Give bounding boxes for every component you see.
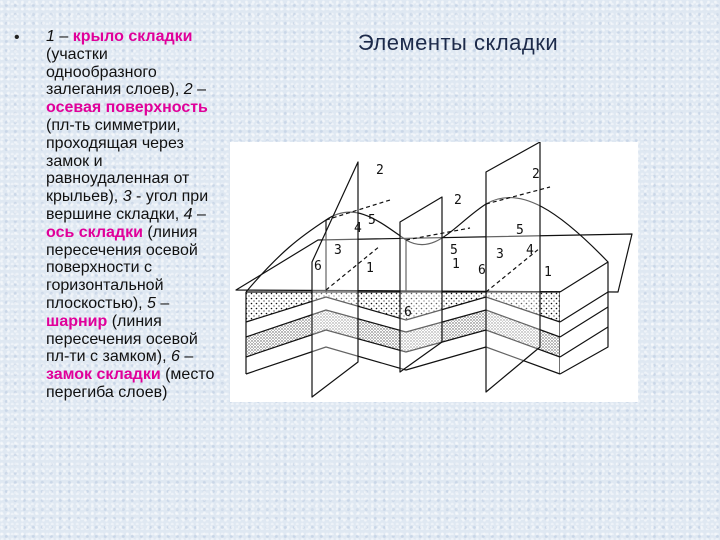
axial-plane-middle	[400, 197, 442, 372]
label-6-front: 6	[404, 305, 412, 320]
term-number-3: 3	[122, 188, 132, 206]
term-number-5: 5	[147, 294, 156, 312]
term-number-1: 1	[46, 28, 55, 45]
label-5-right: 5	[516, 223, 524, 238]
slide-title: Элементы складки	[357, 30, 559, 55]
term-number-2: 2	[183, 81, 193, 99]
label-2-left: 2	[376, 163, 384, 178]
dash-1: –	[54, 28, 73, 45]
desc-fold-limb: (участки однообразного залегания слоев),	[46, 45, 184, 99]
label-1-middle: 1	[452, 257, 460, 272]
label-1-right: 1	[544, 265, 552, 280]
term-axial-surface: осевая поверхность	[46, 99, 208, 117]
label-1-left: 1	[366, 261, 374, 276]
term-number-4: 4	[183, 205, 193, 223]
term-fold-limb: крыло складки	[72, 28, 193, 45]
desc-fold-hinge-zone: (место перегиба слоев)	[46, 366, 215, 401]
fold-diagram-svg	[230, 142, 638, 402]
term-number-6: 6	[171, 348, 180, 366]
term-hinge-line: шарнир	[46, 312, 108, 330]
dash-5: –	[155, 294, 170, 312]
fold-diagram	[230, 142, 638, 402]
bullet-marker: •	[14, 29, 20, 46]
term-fold-axis: ось складки	[46, 223, 143, 241]
desc-fold-axis: (линия пересечения осевой поверхности с горизонтальной плоскостью),	[46, 223, 198, 312]
label-3-left: 3	[334, 243, 342, 258]
label-5-middle: 5	[450, 243, 458, 258]
desc-axial-surface: (пл-ть симметрии, проходящая через замок и равноудаленная от крыльев),	[46, 116, 190, 206]
axial-plane-left	[312, 162, 358, 397]
label-6-left: 6	[314, 259, 322, 274]
label-5-left: 5	[368, 213, 376, 228]
dash-4: –	[192, 205, 206, 223]
dash-6: –	[179, 348, 194, 366]
dash-2: –	[192, 81, 207, 99]
desc-hinge-line: (линия пересечения осевой пл-ти с замком),	[46, 312, 198, 366]
label-4-right: 4	[526, 243, 534, 258]
label-4-left: 4	[354, 221, 362, 236]
label-2-middle: 2	[454, 193, 462, 208]
label-3-right: 3	[496, 247, 504, 262]
term-fold-hinge-zone: замок складки	[46, 366, 161, 384]
label-6-middle: 6	[478, 263, 486, 278]
desc-apex-angle: - угол при вершине складки,	[46, 188, 209, 223]
label-2-right: 2	[532, 167, 540, 182]
fold-elements-description	[46, 28, 222, 402]
